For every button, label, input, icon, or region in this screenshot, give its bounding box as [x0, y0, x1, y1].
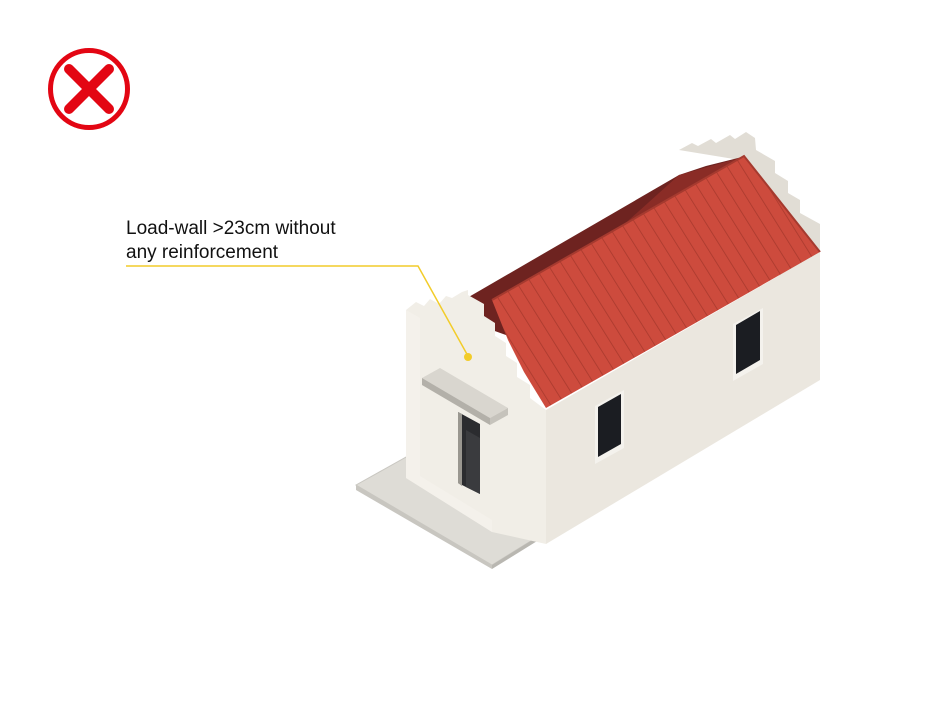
house-illustration: [356, 132, 820, 569]
annotation-label: [126, 217, 336, 265]
cross-icon: [51, 51, 128, 128]
annotation-line-2: any reinforcement: [126, 242, 279, 263]
annotation-line-1: Load-wall >23cm without: [126, 218, 336, 239]
